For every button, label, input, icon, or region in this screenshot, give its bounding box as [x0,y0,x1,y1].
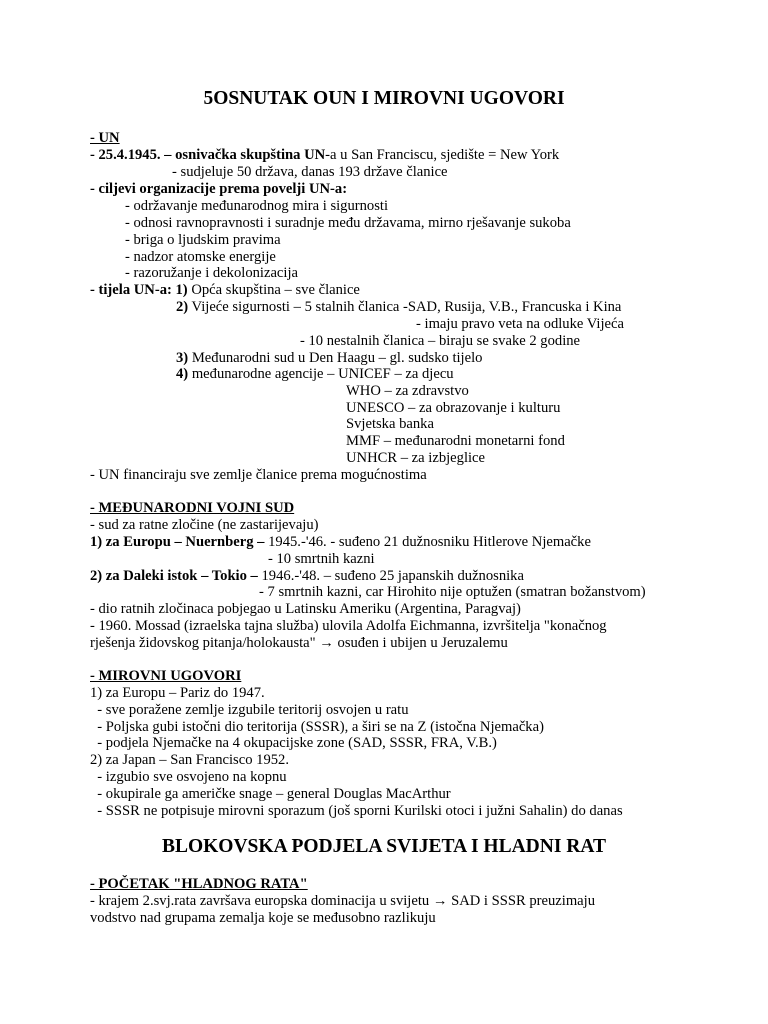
un-goal-item: - održavanje međunarodnog mira i sigurnosti [125,198,389,214]
court-line-nuernberg [90,534,591,551]
un-line-founding [90,147,559,164]
body-number: 3) [176,350,189,366]
section-title-un: - UN [90,130,120,146]
court-line: - 10 smrtnih kazni [268,551,375,567]
body-text: Međunarodni sud u Den Haagu – gl. sudsko tijelo [188,350,483,366]
court-bold: 2) za Daleki istok – Tokio – [90,568,258,584]
agency-item: WHO – za zdravstvo [346,383,469,399]
un-line-members: - sudjeluje 50 država, danas 193 države članice [172,164,448,180]
treaty-line: - okupirale ga američke snage – general Douglas MacArthur [90,786,451,802]
treaty-line: 2) za Japan – San Francisco 1952. [90,752,289,768]
section-title-treaties: - MIROVNI UGOVORI [90,668,242,684]
un-body-agencies [176,366,454,383]
cold-war-text: - krajem 2.svj.rata završava europska dominacija u svijetu [90,893,433,909]
agency-item: MMF – međunarodni monetarni fond [346,433,565,449]
court-text: rješenja židovskog pitanja/holokausta" [90,635,320,651]
treaty-line: - izgubio sve osvojeno na kopnu [90,769,287,785]
treaty-line: - SSSR ne potpisuje mirovni sporazum (još sporni Kurilski otoci i južni Sahalin) do danas [90,803,623,819]
court-line: - 1960. Mossad (izraelska tajna služba) ulovila Adolfa Eichmanna, izvršitelja "konačnog [90,618,607,634]
court-text: 1946.-'48. – suđeno 25 japanskih dužnosnika [257,568,524,584]
arrow-right-icon: → [432,893,448,909]
bodies-assembly: Opća skupština – sve članice [187,282,360,298]
un-bodies-line [90,282,360,299]
agency-item: UNHCR – za izbjeglice [346,450,486,466]
court-line-tokio [90,568,524,585]
un-goal-item: - briga o ljudskim pravima [125,232,281,248]
un-goal-item: - razoružanje i dekolonizacija [125,265,299,281]
un-goal-item: - odnosi ravnopravnosti i suradnje među državama, mirno rješavanje sukoba [125,215,571,231]
cold-war-text: SAD i SSSR preuzimaju [447,893,596,909]
cold-war-line: vodstvo nad grupama zemalja koje se međusobno razlikuju [90,910,436,926]
un-line-goals-title: - ciljevi organizacije prema povelji UN-a: [90,181,348,197]
court-text: 1945.-'46. - suđeno 21 dužnosniku Hitlerove Njemačke [264,534,591,550]
main-heading: 5OSNUTAK OUN I MIROVNI UGOVORI [203,88,565,109]
body-text: Vijeće sigurnosti – 5 stalnih članica -SAD, Rusija, V.B., Francuska i Kina [188,299,622,315]
un-veto-line: - imaju pravo veta na odluke Vijeća [416,316,624,332]
court-line-eichmann [90,635,508,652]
cold-war-line [90,893,595,910]
bodies-label: - tijela UN-a: 1) [90,282,188,298]
un-goal-item: - nadzor atomske energije [125,249,276,265]
court-line: - 7 smrtnih kazni, car Hirohito nije optužen (smatran božanstvom) [259,584,646,600]
un-nonpermanent-line: - 10 nestalnih članica – biraju se svake 2 godine [300,333,581,349]
treaty-line: - podjela Njemačke na 4 okupacijske zone (SAD, SSSR, FRA, V.B.) [90,735,497,751]
agency-item: Svjetska banka [346,416,434,432]
section-title-court: - MEĐUNARODNI VOJNI SUD [90,500,295,516]
second-heading: BLOKOVSKA PODJELA SVIJETA I HLADNI RAT [161,836,607,857]
arrow-right-icon: → [319,635,334,651]
court-line: - dio ratnih zločinaca pobjegao u Latinsku Ameriku (Argentina, Paragvaj) [90,601,521,617]
section-title-cold-war: - POČETAK "HLADNOG RATA" [90,876,308,892]
body-number: 2) [176,299,189,315]
court-bold: 1) za Europu – Nuernberg – [90,534,265,550]
body-number: 4) [176,366,189,382]
treaty-line: - Poljska gubi istočni dio teritorija (SSSR), a širi se na Z (istočna Njemačka) [90,719,544,735]
founding-rest: -a u San Franciscu, sjedište = New York [325,147,560,163]
treaty-line: 1) za Europu – Pariz do 1947. [90,685,265,701]
founding-bold: - 25.4.1945. – osnivačka skupština UN [90,147,326,163]
treaty-line: - sve poražene zemlje izgubile teritorij osvojen u ratu [90,702,409,718]
body-text: međunarodne agencije – UNICEF – za djecu [188,366,454,382]
un-financing-line: - UN financiraju sve zemlje članice prema mogućnostima [90,467,427,483]
agency-item: UNESCO – za obrazovanje i kulturu [346,400,561,416]
court-text: osuđen i ubijen u Jeruzalemu [333,635,508,651]
un-body-court [176,350,482,367]
court-line: - sud za ratne zločine (ne zastarijevaju) [90,517,319,533]
un-body-security-council [176,299,621,316]
